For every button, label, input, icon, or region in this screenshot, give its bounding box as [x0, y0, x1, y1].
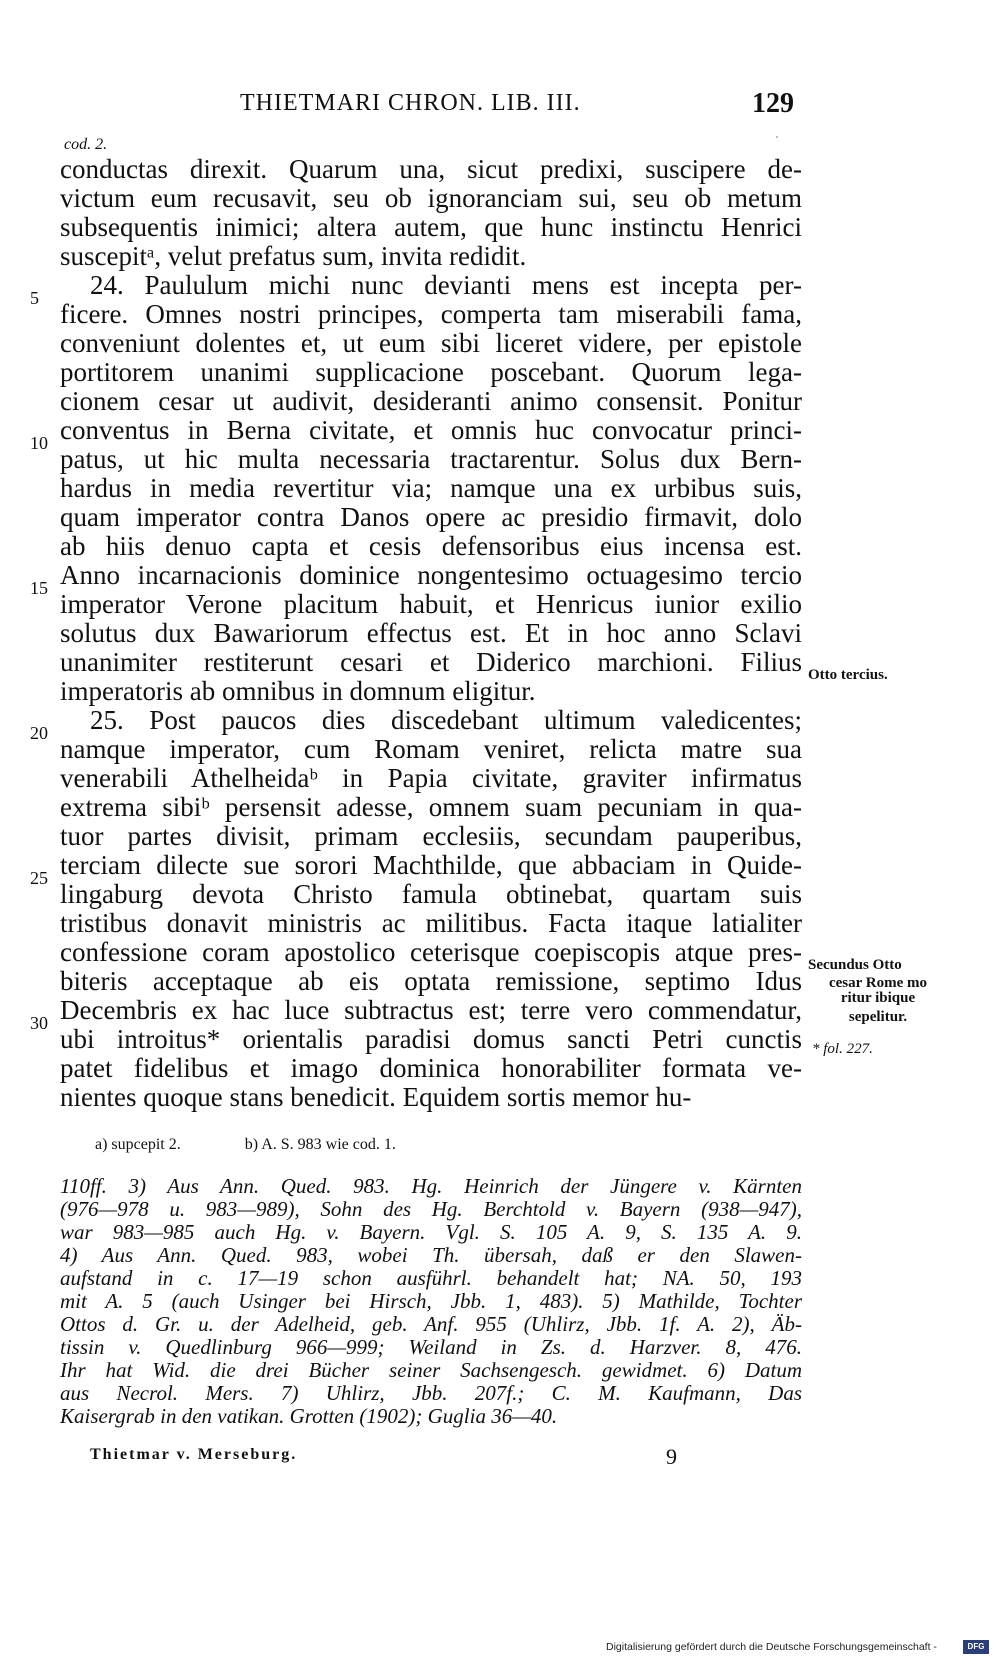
dfg-logo: DFG — [963, 1640, 989, 1654]
footnote-line: aufstand in c. 17—19 schon ausführl. behandelt hat; NA. 50, 193 — [60, 1266, 802, 1290]
text-line: patus, ut hic multa necessaria tractarentur. Solus dux Bern- — [60, 444, 802, 474]
margin-note-secundus-otto: cesar Rome mo — [828, 975, 928, 991]
margin-note-otto-tercius: Otto tercius. — [808, 667, 888, 683]
text-line: imperator Verone placitum habuit, et Henricus iunior exilio — [60, 589, 802, 619]
text-line: solutus dux Bawariorum effectus est. Et in hoc anno Sclavi — [60, 618, 802, 648]
page-number: 129 — [752, 88, 794, 119]
digitization-credit: Digitalisierung gefördert durch die Deutsche Forschungsgemeinschaft - — [606, 1641, 937, 1653]
text-line: cionem cesar ut audivit, desideranti animo consensit. Ponitur — [60, 386, 802, 416]
margin-note-secundus-otto: ritur ibique — [840, 990, 916, 1006]
text-line: imperatoris ab omnibus in domnum eligitur. — [60, 676, 536, 706]
text-line: tristibus donavit ministris ac militibus. Facta itaque latialiter — [60, 908, 802, 938]
footnotes — [60, 1175, 802, 1428]
apparatus-note: b) A. S. 983 wie cod. 1. — [244, 1136, 396, 1153]
margin-note-secundus-otto: sepelitur. — [848, 1009, 908, 1025]
footnote-line: 110ff. 3) Aus Ann. Qued. 983. Hg. Heinrich der Jüngere v. Kärnten — [60, 1174, 802, 1198]
text-line: hardus in media revertitur via; namque una ex urbibus suis, — [60, 473, 802, 503]
text-line: ubi introitus* orientalis paradisi domus sancti Petri cunctis — [60, 1024, 802, 1054]
line-number: 10 — [30, 433, 48, 453]
text-line: terciam dilecte sue sorori Machthilde, que abbaciam in Quide- — [60, 850, 802, 880]
text-line: victum eum recusavit, seu ob ignoranciam sui, seu ob metum — [60, 183, 802, 213]
text-line: Anno incarnacionis dominice nongentesimo octuagesimo tercio — [60, 560, 802, 590]
line-number: 15 — [30, 578, 48, 598]
text-line: 25. Post paucos dies discedebant ultimum valedicentes; — [90, 705, 802, 735]
footer-source: Thietmar v. Merseburg. — [90, 1446, 298, 1463]
margin-note-secundus-otto: Secundus Otto — [808, 957, 902, 973]
text-line: conventus in Berna civitate, et omnis huc convocatur princi- — [60, 415, 802, 445]
footnote-line: Kaisergrab in den vatikan. Grotten (1902); Guglia 36—40. — [60, 1404, 558, 1428]
text-line: patet fidelibus et imago dominica honorabiliter formata ve- — [60, 1053, 802, 1083]
text-line: ab hiis denuo capta et cesis defensoribus eius incensa est. — [60, 531, 802, 561]
line-number: 25 — [30, 868, 48, 888]
line-number: 30 — [30, 1013, 48, 1033]
text-line: quam imperator contra Danos opere ac presidio firmavit, dolo — [60, 502, 802, 532]
apparatus-notes — [95, 1136, 456, 1154]
text-line: 24. Paululum michi nunc devianti mens est incepta per- — [90, 270, 802, 300]
text-line: conductas direxit. Quarum una, sicut predixi, suscipere de- — [60, 154, 802, 184]
text-line: nientes quoque stans benedicit. Equidem sortis memor hu- — [60, 1082, 692, 1112]
footnote-line: aus Necrol. Mers. 7) Uhlirz, Jbb. 207f.; C. M. Kaufmann, Das — [60, 1381, 802, 1405]
main-text — [60, 155, 802, 1112]
running-head: THIETMARI CHRON. LIB. III. — [240, 90, 581, 116]
text-line: subsequentis inimici; altera autem, que hunc instinctu Henrici — [60, 212, 802, 242]
footnote-line: (976—978 u. 983—989), Sohn des Hg. Berchtold v. Bayern (938—947), — [60, 1197, 802, 1221]
signature-mark: 9 — [666, 1444, 677, 1469]
manuscript-note: cod. 2. — [64, 136, 108, 153]
text-line: unanimiter restiterunt cesari et Diderico marchioni. Filius — [60, 647, 802, 677]
text-line: ficere. Omnes nostri principes, comperta tam miserabili fama, — [60, 299, 802, 329]
scan-speck — [776, 136, 778, 138]
footnote-line: Ottos d. Gr. u. der Adelheid, geb. Anf. 955 (Uhlirz, Jbb. 1f. A. 2), Äb- — [60, 1312, 802, 1336]
footnote-line: mit A. 5 (auch Usinger bei Hirsch, Jbb. 1, 483). 5) Mathilde, Tochter — [60, 1289, 802, 1313]
footnote-line: 4) Aus Ann. Qued. 983, wobei Th. übersah, daß er den Slawen- — [60, 1243, 802, 1267]
text-line: namque imperator, cum Romam veniret, relicta matre sua — [60, 734, 802, 764]
text-line: Decembris ex hac luce subtractus est; terre vero commendatur, — [60, 995, 802, 1025]
text-line: confessione coram apostolico ceterisque coepiscopis atque pres- — [60, 937, 802, 967]
text-line: tuor partes divisit, primam ecclesiis, secundam pauperibus, — [60, 821, 802, 851]
text-line: lingaburg devota Christo famula obtinebat, quartam suis — [60, 879, 802, 909]
text-line: extrema sibiᵇ persensit adesse, omnem suam pecuniam in qua- — [60, 792, 802, 822]
text-line: biteris acceptaque ab eis optata remissione, septimo Idus — [60, 966, 802, 996]
text-line: venerabili Athelheidaᵇ in Papia civitate, graviter infirmatus — [60, 763, 802, 793]
apparatus-note: a) supcepit 2. — [95, 1136, 181, 1153]
text-line: conveniunt dolentes et, ut eum sibi liceret videre, per epistole — [60, 328, 802, 358]
text-line: suscepitᵃ, velut prefatus sum, invita redidit. — [60, 241, 527, 271]
footnote-line: Ihr hat Wid. die drei Bücher seiner Sachsengesch. gewidmet. 6) Datum — [60, 1358, 802, 1382]
footnote-line: tissin v. Quedlinburg 966—999; Weiland in Zs. d. Harzver. 8, 476. — [60, 1335, 802, 1359]
text-line: portitorem unanimi supplicacione poscebant. Quorum lega- — [60, 357, 802, 387]
margin-note-folio: * fol. 227. — [812, 1041, 873, 1057]
line-number: 5 — [30, 288, 39, 308]
footnote-line: war 983—985 auch Hg. v. Bayern. Vgl. S. 105 A. 9, S. 135 A. 9. — [60, 1220, 802, 1244]
line-number: 20 — [30, 723, 48, 743]
